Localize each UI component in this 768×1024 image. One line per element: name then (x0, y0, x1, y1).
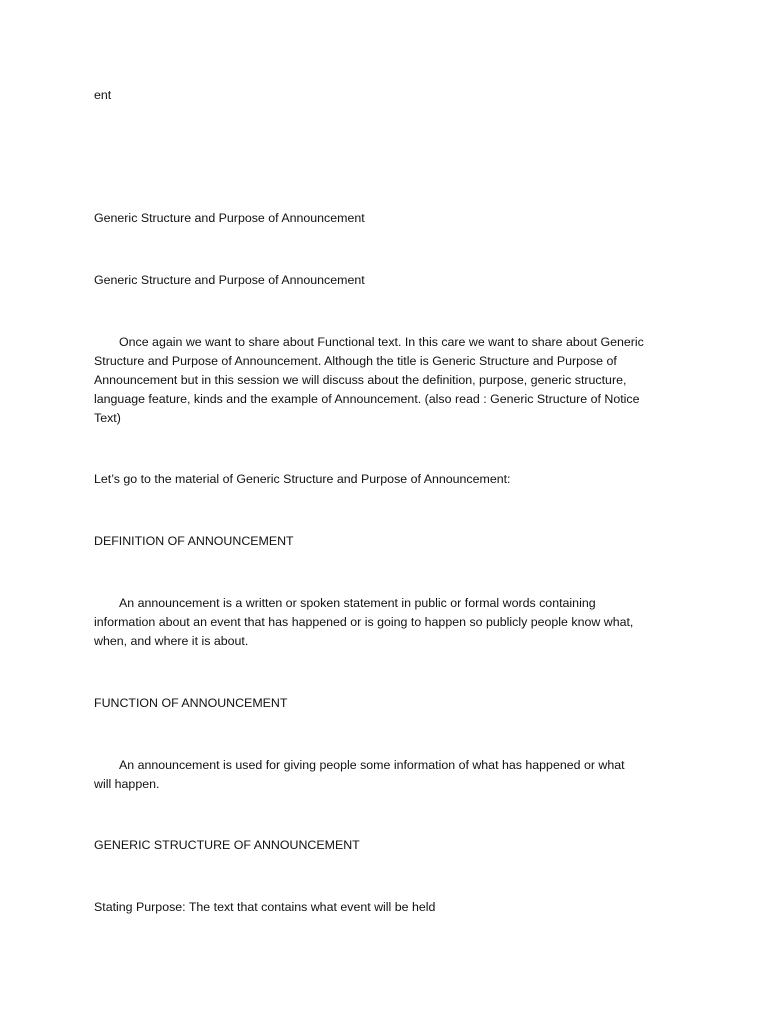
line: will happen. (94, 777, 160, 791)
line: Once again we want to share about Functional text. In this care we want to share about Generic (119, 335, 644, 349)
line: An announcement is a written or spoken statement in public or formal words containing (119, 596, 596, 610)
definition-heading: DEFINITION OF ANNOUNCEMENT (94, 534, 294, 548)
line: when, and where it is about. (94, 634, 249, 648)
stating-purpose-text: Stating Purpose: The text that contains what event will be held (94, 900, 436, 914)
line: Announcement but in this session we will discuss about the definition, purpose, generic structure, (94, 373, 627, 387)
title: Generic Structure and Purpose of Announcement (94, 211, 365, 225)
line: Structure and Purpose of Announcement. Although the title is Generic Structure and Purpose of (94, 354, 617, 368)
lead-text: Let’s go to the material of Generic Structure and Purpose of Announcement: (94, 472, 511, 486)
line: An announcement is used for giving people some information of what has happened or what (119, 758, 625, 772)
line: Text) (94, 411, 121, 425)
line: information about an event that has happened or is going to happen so publicly people know what, (94, 615, 634, 629)
function-heading: FUNCTION OF ANNOUNCEMENT (94, 696, 288, 710)
intro-paragraph (94, 333, 644, 428)
title-repeat: Generic Structure and Purpose of Announcement (94, 273, 365, 287)
function-paragraph (94, 756, 625, 794)
structure-heading: GENERIC STRUCTURE OF ANNOUNCEMENT (94, 838, 360, 852)
text-fragment: ent (94, 88, 112, 102)
line: language feature, kinds and the example of Announcement. (also read : Generic Structure of Notice (94, 392, 640, 406)
definition-paragraph (94, 594, 633, 651)
